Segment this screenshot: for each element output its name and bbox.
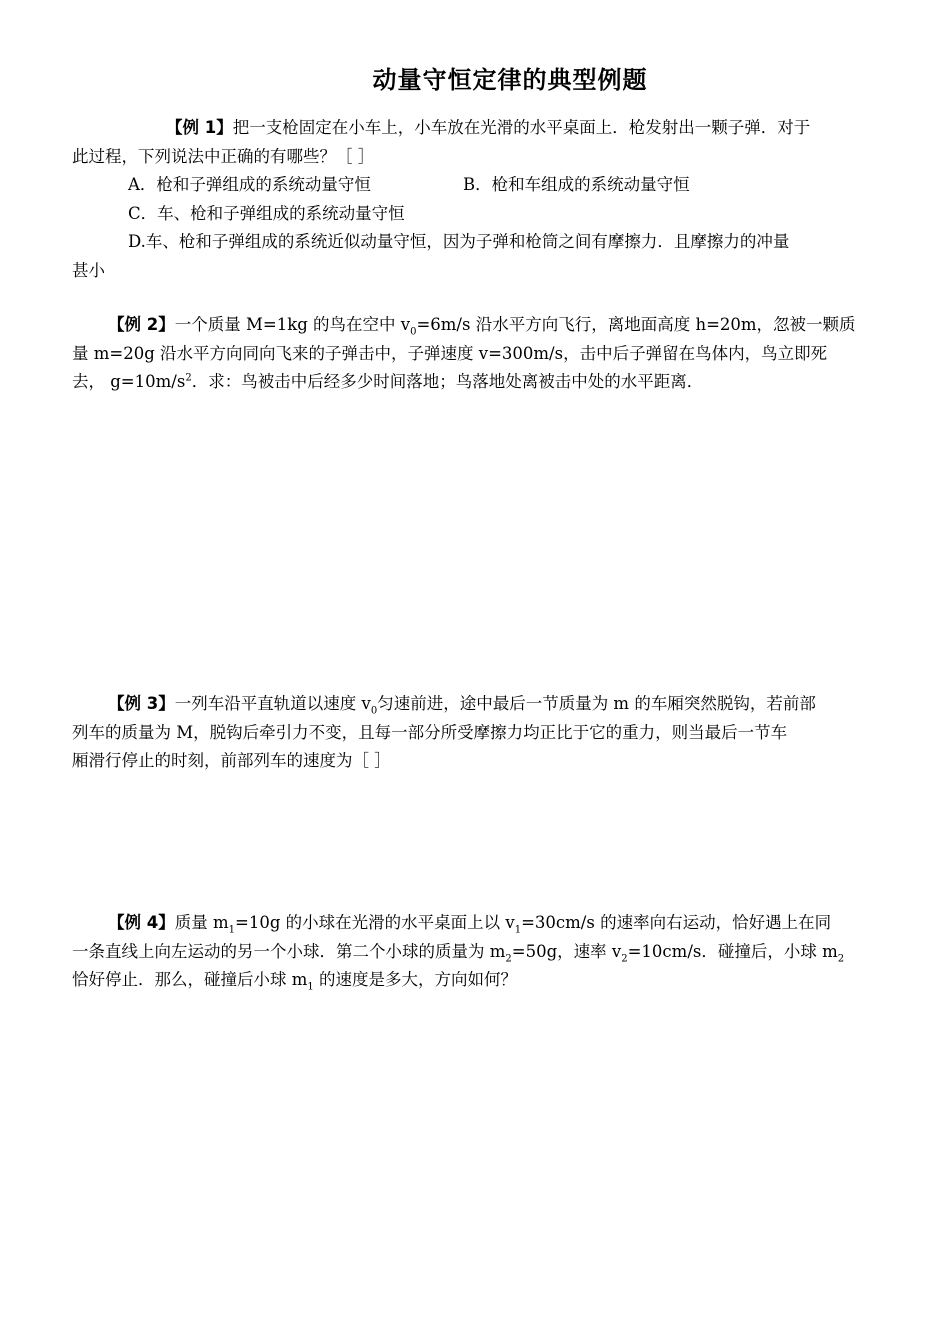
option-d-line-1: D.车、枪和子弹组成的系统近似动量守恒，因为子弹和枪筒之间有摩擦力．且摩擦力的冲量: [128, 232, 790, 251]
example-3-line-2: 列车的质量为 M，脱钩后牵引力不变，且每一部分所受摩擦力均正比于它的重力，则当最后一节车: [72, 722, 788, 742]
example-1-stem-line-1: 【例 1】把一支枪固定在小车上，小车放在光滑的水平桌面上．枪发射出一颗子弹．对于: [166, 118, 811, 137]
example-4: [72, 909, 884, 995]
example-3-line-3: 厢滑行停止的时刻，前部列车的速度为［ ］: [72, 751, 391, 770]
option-d-line-2: 甚小: [72, 260, 105, 280]
option-c: C．车、枪和子弹组成的系统动量守恒: [128, 203, 405, 223]
example-4-line-2: 一条直线上向左运动的另一个小球．第二个小球的质量为 $m_2=50g$，速率 $v_2=10cm/s$．碰撞后，小球 $m_2$: [72, 941, 845, 964]
example-2-line-3: 去， $g=10m/s^2$．求：鸟被击中后经多少时间落地；鸟落地处离被击中处的水平距离．: [72, 372, 704, 391]
example-1: [72, 114, 884, 285]
example-1-tag: 【例 1】: [166, 118, 233, 137]
example-3-line-1: 【例 3】一列车沿平直轨道以速度 $v_0$匀速前进，途中最后一节质量为 m 的车厢突然脱钩，若前部: [108, 694, 816, 717]
example-2-tag: 【例 2】: [108, 315, 175, 334]
page-title: 动量守恒定律的典型例题: [372, 66, 648, 94]
example-3: [72, 690, 884, 776]
example-4-tag: 【例 4】: [108, 913, 175, 932]
example-1-stem-line-2: 此过程，下列说法中正确的有哪些？［ ］: [72, 146, 375, 166]
example-4-line-1: 【例 4】质量 $m_1=10g$ 的小球在光滑的水平桌面上以 $v_1=30cm/s$ 的速率向右运动，恰好遇上在同: [108, 913, 832, 936]
example-4-line-3: 恰好停止．那么，碰撞后小球 $m_1$ 的速度是多大，方向如何？: [72, 970, 518, 993]
example-2: [72, 311, 884, 397]
option-b: B．枪和车组成的系统动量守恒: [463, 175, 690, 194]
example-2-line-1: 【例 2】一个质量 M=1kg 的鸟在空中 $v_0=6m/s$ 沿水平方向飞行，离地面高度 h=20m，忽被一颗质: [108, 315, 856, 338]
example-1-options-ab: [72, 171, 884, 200]
example-2-line-2: 量 m=20g 沿水平方向同向飞来的子弹击中，子弹速度 v=300m/s，击中后子弹留在鸟体内，鸟立即死: [72, 343, 828, 363]
example-3-tag: 【例 3】: [108, 694, 175, 713]
option-a: A．枪和子弹组成的系统动量守恒: [128, 175, 371, 194]
